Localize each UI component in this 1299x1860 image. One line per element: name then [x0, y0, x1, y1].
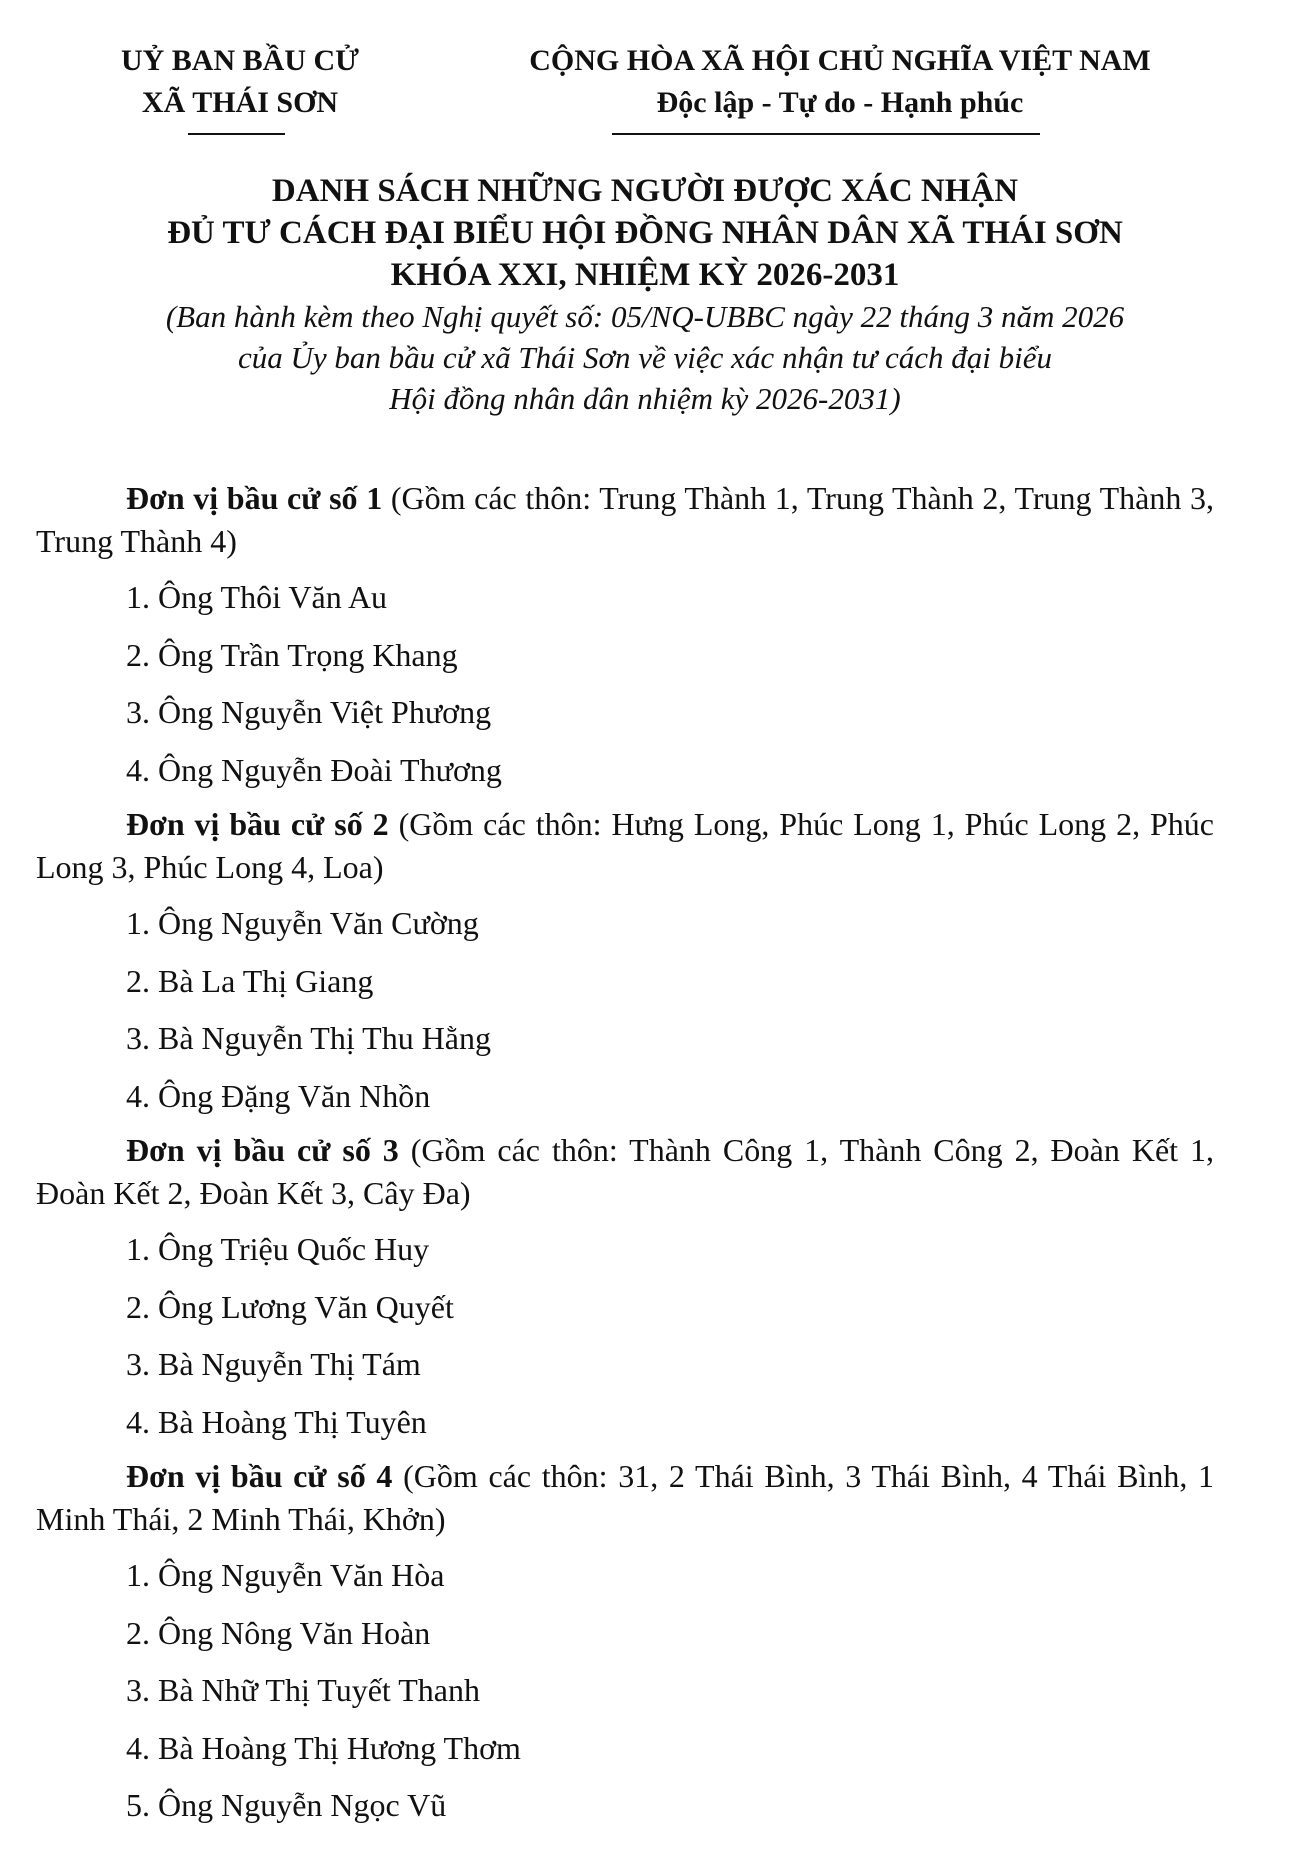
list-item: 3. Bà Nguyễn Thị Thu Hằng — [126, 1020, 491, 1056]
electoral-unit-4 — [36, 1455, 1214, 1835]
subtitle-line-1: (Ban hành kèm theo Nghị quyết số: 05/NQ-UBBC ngày 22 tháng 3 năm 2026 — [165, 299, 1125, 334]
list-item: 1. Ông Thôi Văn Au — [126, 579, 388, 615]
motto: Độc lập - Tự do - Hạnh phúc — [656, 86, 1024, 119]
motto-underline — [612, 133, 1040, 135]
list-item: 2. Ông Nông Văn Hoàn — [126, 1614, 431, 1651]
authority-line-1: UỶ BAN BẦU CỬ — [120, 44, 360, 77]
unit-heading — [36, 1455, 1214, 1541]
authority-line-2: XÃ THÁI SƠN — [141, 86, 339, 119]
list-item: 4. Ông Đặng Văn Nhồn — [126, 1077, 431, 1114]
unit-heading — [36, 1129, 1214, 1215]
authority-underline — [188, 133, 285, 135]
title-line-3: KHÓA XXI, NHIỆM KỲ 2026-2031 — [390, 257, 900, 293]
list-item: 2. Ông Trần Trọng Khang — [126, 636, 458, 673]
unit-description: (Gồm các thôn: Trung Thành 1, Trung Thành 2, Trung Thành 3, Trung Thành 4) — [36, 480, 1215, 559]
unit-label: Đơn vị bầu cử số 1 — [126, 480, 383, 516]
list-item: 3. Bà Nguyễn Thị Tám — [126, 1346, 421, 1382]
list-item: 5. Ông Nguyễn Ngọc Vũ — [126, 1787, 447, 1823]
list-item: 1. Ông Nguyễn Văn Cường — [126, 905, 479, 941]
title-line-2: ĐỦ TƯ CÁCH ĐẠI BIỂU HỘI ĐỒNG NHÂN DÂN XÃ THÁI SƠN — [167, 215, 1123, 251]
unit-heading — [36, 803, 1214, 889]
unit-description: (Gồm các thôn: Hưng Long, Phúc Long 1, Phúc Long 2, Phúc Long 3, Phúc Long 4, Loa) — [36, 806, 1215, 885]
list-item: 4. Ông Nguyễn Đoài Thương — [126, 751, 502, 788]
unit-description: (Gồm các thôn: 31, 2 Thái Bình, 3 Thái Bình, 4 Thái Bình, 1 Minh Thái, 2 Minh Thái, Khởn) — [36, 1458, 1215, 1537]
electoral-units — [36, 477, 1214, 1839]
electoral-unit-3 — [36, 1129, 1214, 1451]
list-item: 4. Bà Hoàng Thị Hương Thơm — [126, 1729, 521, 1766]
subtitle-line-3: Hội đồng nhân dân nhiệm kỳ 2026-2031) — [389, 381, 901, 416]
list-item: 3. Ông Nguyễn Việt Phương — [126, 694, 492, 730]
list-item: 2. Bà La Thị Giang — [126, 962, 374, 999]
country-name: CỘNG HÒA XÃ HỘI CHỦ NGHĨA VIỆT NAM — [529, 44, 1151, 77]
title-line-1: DANH SÁCH NHỮNG NGƯỜI ĐƯỢC XÁC NHẬN — [271, 173, 1019, 209]
list-item: 3. Bà Nhữ Thị Tuyết Thanh — [126, 1672, 480, 1708]
unit-label: Đơn vị bầu cử số 3 — [126, 1132, 399, 1168]
subtitle-line-2: của Ủy ban bầu cử xã Thái Sơn về việc xác nhận tư cách đại biểu — [238, 340, 1052, 375]
national-motto — [455, 40, 1225, 124]
unit-heading — [36, 477, 1214, 563]
issuing-authority — [65, 40, 415, 124]
electoral-unit-2 — [36, 803, 1214, 1125]
list-item: 2. Ông Lương Văn Quyết — [126, 1288, 454, 1325]
unit-label: Đơn vị bầu cử số 4 — [126, 1458, 393, 1494]
list-item: 1. Ông Nguyễn Văn Hòa — [126, 1557, 445, 1593]
electoral-unit-1 — [36, 477, 1214, 799]
document-title — [20, 170, 1270, 419]
list-item: 1. Ông Triệu Quốc Huy — [126, 1231, 430, 1267]
unit-label: Đơn vị bầu cử số 2 — [126, 806, 389, 842]
list-item: 4. Bà Hoàng Thị Tuyên — [126, 1403, 427, 1440]
unit-description: (Gồm các thôn: Thành Công 1, Thành Công 2, Đoàn Kết 1, Đoàn Kết 2, Đoàn Kết 3, Cây Đa) — [36, 1132, 1215, 1211]
